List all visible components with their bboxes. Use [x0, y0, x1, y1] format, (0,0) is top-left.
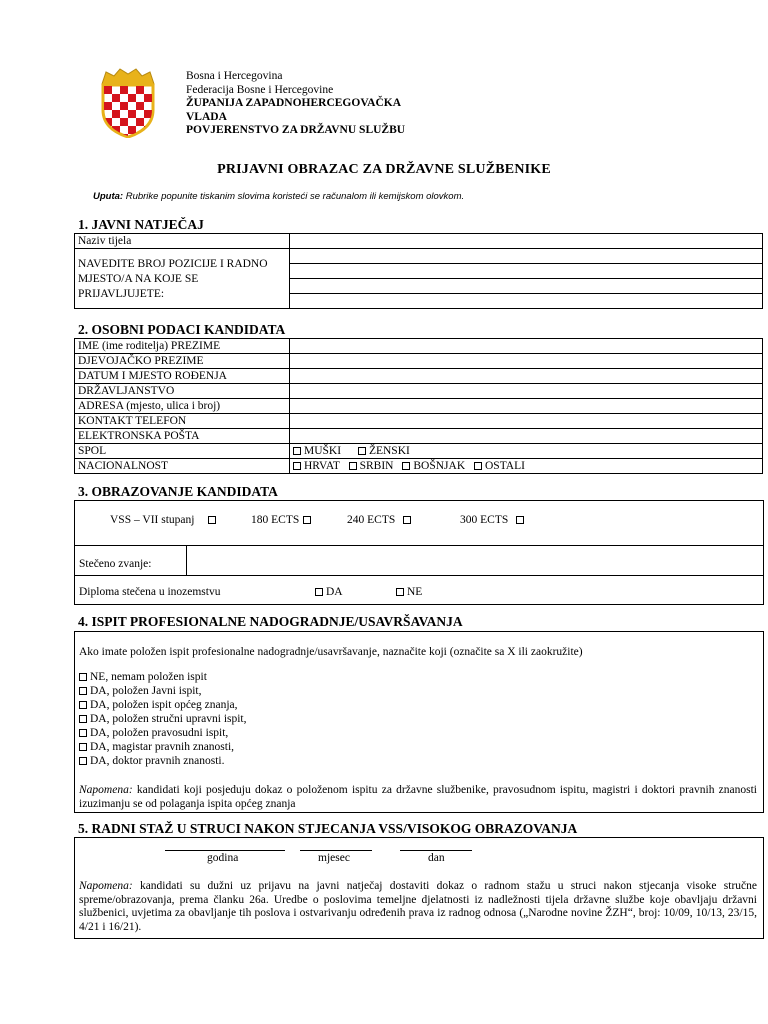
ects180-checkbox[interactable]: [303, 516, 311, 524]
instructions-label: Uputa:: [93, 191, 124, 202]
dan-line[interactable]: [400, 850, 472, 851]
email-field[interactable]: [290, 429, 763, 444]
pozicija-field-3[interactable]: [290, 279, 763, 294]
pozicija-field-1[interactable]: [290, 249, 763, 264]
exam-option-label: DA, magistar pravnih znanosti,: [90, 741, 235, 753]
checkbox-muski[interactable]: [293, 445, 341, 457]
note-label: Napomena:: [79, 880, 133, 892]
spol-label: SPOL: [75, 444, 290, 459]
checkbox-ostali[interactable]: [474, 460, 525, 472]
diploma-ne-label: NE: [407, 586, 423, 598]
bosnjak-label: BOŠNJAK: [413, 460, 466, 472]
nacionalnost-label: NACIONALNOST: [75, 459, 290, 474]
header-line-country: Bosna i Hercegovina: [186, 70, 283, 82]
exam-options-list: [79, 670, 247, 768]
note-text: kandidati koji posjeduju dokaz o položenom ispitu za državne službenike, pravosudnom ispitu, magistri i doktori pravnih znanosti izuzimanju se od polaganja ispita općeg znanja: [79, 784, 757, 810]
section-3-heading: 3. OBRAZOVANJE KANDIDATA: [78, 484, 278, 499]
drzavljanstvo-label: DRŽAVLJANSTVO: [75, 384, 290, 399]
exam-option-label: DA, doktor pravnih znanosti.: [90, 755, 225, 767]
checkbox-hrvat[interactable]: [293, 460, 340, 472]
telefon-label: KONTAKT TELEFON: [75, 414, 290, 429]
checkbox-bosnjak[interactable]: [402, 460, 465, 472]
vss-checkbox[interactable]: [208, 516, 216, 524]
datum-label: DATUM I MJESTO ROĐENJA: [75, 369, 290, 384]
section-5-heading: 5. RADNI STAŽ U STRUCI NAKON STJECANJA VSS/VISOKOG OBRAZOVANJA: [78, 821, 578, 836]
pozicija-field-4[interactable]: [290, 294, 763, 309]
section-5-note: [79, 880, 757, 934]
exam-option-label: DA, položen Javni ispit,: [90, 685, 202, 697]
exam-option-javni[interactable]: [79, 684, 247, 698]
header-line-canton: ŽUPANIJA ZAPADNOHERCEGOVAČKA: [186, 97, 402, 109]
coat-of-arms-logo: [96, 66, 160, 138]
section-1-heading: 1. JAVNI NATJEČAJ: [78, 217, 204, 232]
telefon-field[interactable]: [290, 414, 763, 429]
ects240-option[interactable]: [347, 514, 414, 526]
checkbox-srbin[interactable]: [349, 460, 394, 472]
mjesec-label: mjesec: [318, 852, 350, 864]
section-2-heading: 2. OSOBNI PODACI KANDIDATA: [78, 322, 286, 337]
nacionalnost-options: [290, 459, 763, 474]
ects300-checkbox[interactable]: [516, 516, 524, 524]
note-text: kandidati su dužni uz prijavu na javni natječaj dostaviti dokaz o radnom stažu u struci nakon stjecanja visoke stručne spreme/obrazovanja, prema članku 26a. Uredbe o poslovima temeljne djelatnosti iz nadležnosti tijela državne službe koje obavljaju državni službenici, uvjetima za obavljanje tih poslova i ostvarivanju određenih prava iz radnog odnosa („Narodne novine ŽZH“, broj: 10/09, 10/13, 23/15, 4/21 i 16/21).: [79, 880, 757, 933]
divider: [186, 545, 187, 575]
divider: [74, 545, 763, 546]
diploma-ne-option[interactable]: [396, 586, 422, 598]
srbin-label: SRBIN: [359, 460, 394, 472]
email-label: ELEKTRONSKA POŠTA: [75, 429, 290, 444]
section-4-intro: Ako imate položen ispit profesionalne nadogradnje/usavršavanje, naznačite koji (označite sa X ili zaokružite): [79, 646, 583, 658]
ects240-checkbox[interactable]: [403, 516, 411, 524]
note-label: Napomena:: [79, 784, 133, 796]
djevojacko-field[interactable]: [290, 354, 763, 369]
dan-label: dan: [428, 852, 445, 864]
exam-option-label: DA, položen pravosudni ispit,: [90, 727, 229, 739]
header-block: [186, 70, 405, 138]
exam-option-label: DA, položen ispit općeg znanja,: [90, 699, 238, 711]
header-line-government: VLADA: [186, 110, 227, 123]
diploma-label: Diploma stečena u inozemstvu: [79, 586, 221, 598]
diploma-ne-checkbox[interactable]: [396, 588, 404, 596]
exam-option-opci[interactable]: [79, 698, 247, 712]
vss-option[interactable]: [110, 514, 219, 526]
instructions-text: Rubrike popunite tiskanim slovima koristeći se računalom ili kemijskom olovkom.: [123, 191, 465, 202]
naziv-tijela-field[interactable]: [290, 234, 763, 249]
header-line-federation: Federacija Bosne i Hercegovine: [186, 83, 334, 96]
pozicija-field-2[interactable]: [290, 264, 763, 279]
ostali-label: OSTALI: [485, 460, 525, 472]
ects300-label: 300 ECTS: [460, 514, 509, 526]
drzavljanstvo-field[interactable]: [290, 384, 763, 399]
steceno-zvanje-label: Stečeno zvanje:: [79, 558, 152, 570]
header-line-commission: POVJERENSTVO ZA DRŽAVNU SLUŽBU: [186, 124, 406, 136]
godina-label: godina: [207, 852, 239, 864]
ects300-option[interactable]: [460, 514, 527, 526]
zenski-label: ŽENSKI: [368, 445, 410, 457]
instructions: [93, 191, 464, 202]
section-1-table: [74, 233, 763, 309]
datum-field[interactable]: [290, 369, 763, 384]
diploma-da-option[interactable]: [315, 586, 343, 598]
ime-field[interactable]: [290, 339, 763, 354]
steceno-zvanje-field[interactable]: [188, 547, 761, 574]
exam-option-pravosudni[interactable]: [79, 726, 247, 740]
form-title: PRIJAVNI OBRAZAC ZA DRŽAVNE SLUŽBENIKE: [217, 162, 551, 177]
exam-option-label: NE, nemam položen ispit: [90, 671, 207, 683]
checkbox-zenski[interactable]: [358, 445, 410, 457]
section-2-table: [74, 338, 763, 474]
ects240-label: 240 ECTS: [347, 514, 396, 526]
pozicija-label: NAVEDITE BROJ POZICIJE I RADNO MJESTO/A NA KOJE SE PRIJAVLJUJETE:: [75, 249, 290, 309]
ects180-option[interactable]: [251, 514, 314, 526]
exam-option-doktor[interactable]: [79, 754, 247, 768]
diploma-da-label: DA: [326, 586, 343, 598]
godina-line[interactable]: [165, 850, 285, 851]
adresa-label: ADRESA (mjesto, ulica i broj): [75, 399, 290, 414]
adresa-field[interactable]: [290, 399, 763, 414]
djevojacko-label: DJEVOJAČKO PREZIME: [75, 354, 290, 369]
exam-option-label: DA, položen stručni upravni ispit,: [90, 713, 247, 725]
spol-options: [290, 444, 763, 459]
ects180-label: 180 ECTS: [251, 514, 300, 526]
section-4-heading: 4. ISPIT PROFESIONALNE NADOGRADNJE/USAVRŠAVANJA: [78, 614, 463, 629]
vss-label: VSS – VII stupanj: [110, 514, 195, 526]
divider: [74, 575, 763, 576]
hrvat-label: HRVAT: [304, 460, 340, 472]
exam-option-ne[interactable]: [79, 670, 247, 684]
section-4-note: [79, 783, 757, 811]
diploma-da-checkbox[interactable]: [315, 588, 323, 596]
exam-option-strucni[interactable]: [79, 712, 247, 726]
naziv-tijela-label: Naziv tijela: [75, 234, 290, 249]
ime-label: IME (ime roditelja) PREZIME: [75, 339, 290, 354]
mjesec-line[interactable]: [300, 850, 372, 851]
exam-option-magistar[interactable]: [79, 740, 247, 754]
muski-label: MUŠKI: [304, 445, 342, 457]
